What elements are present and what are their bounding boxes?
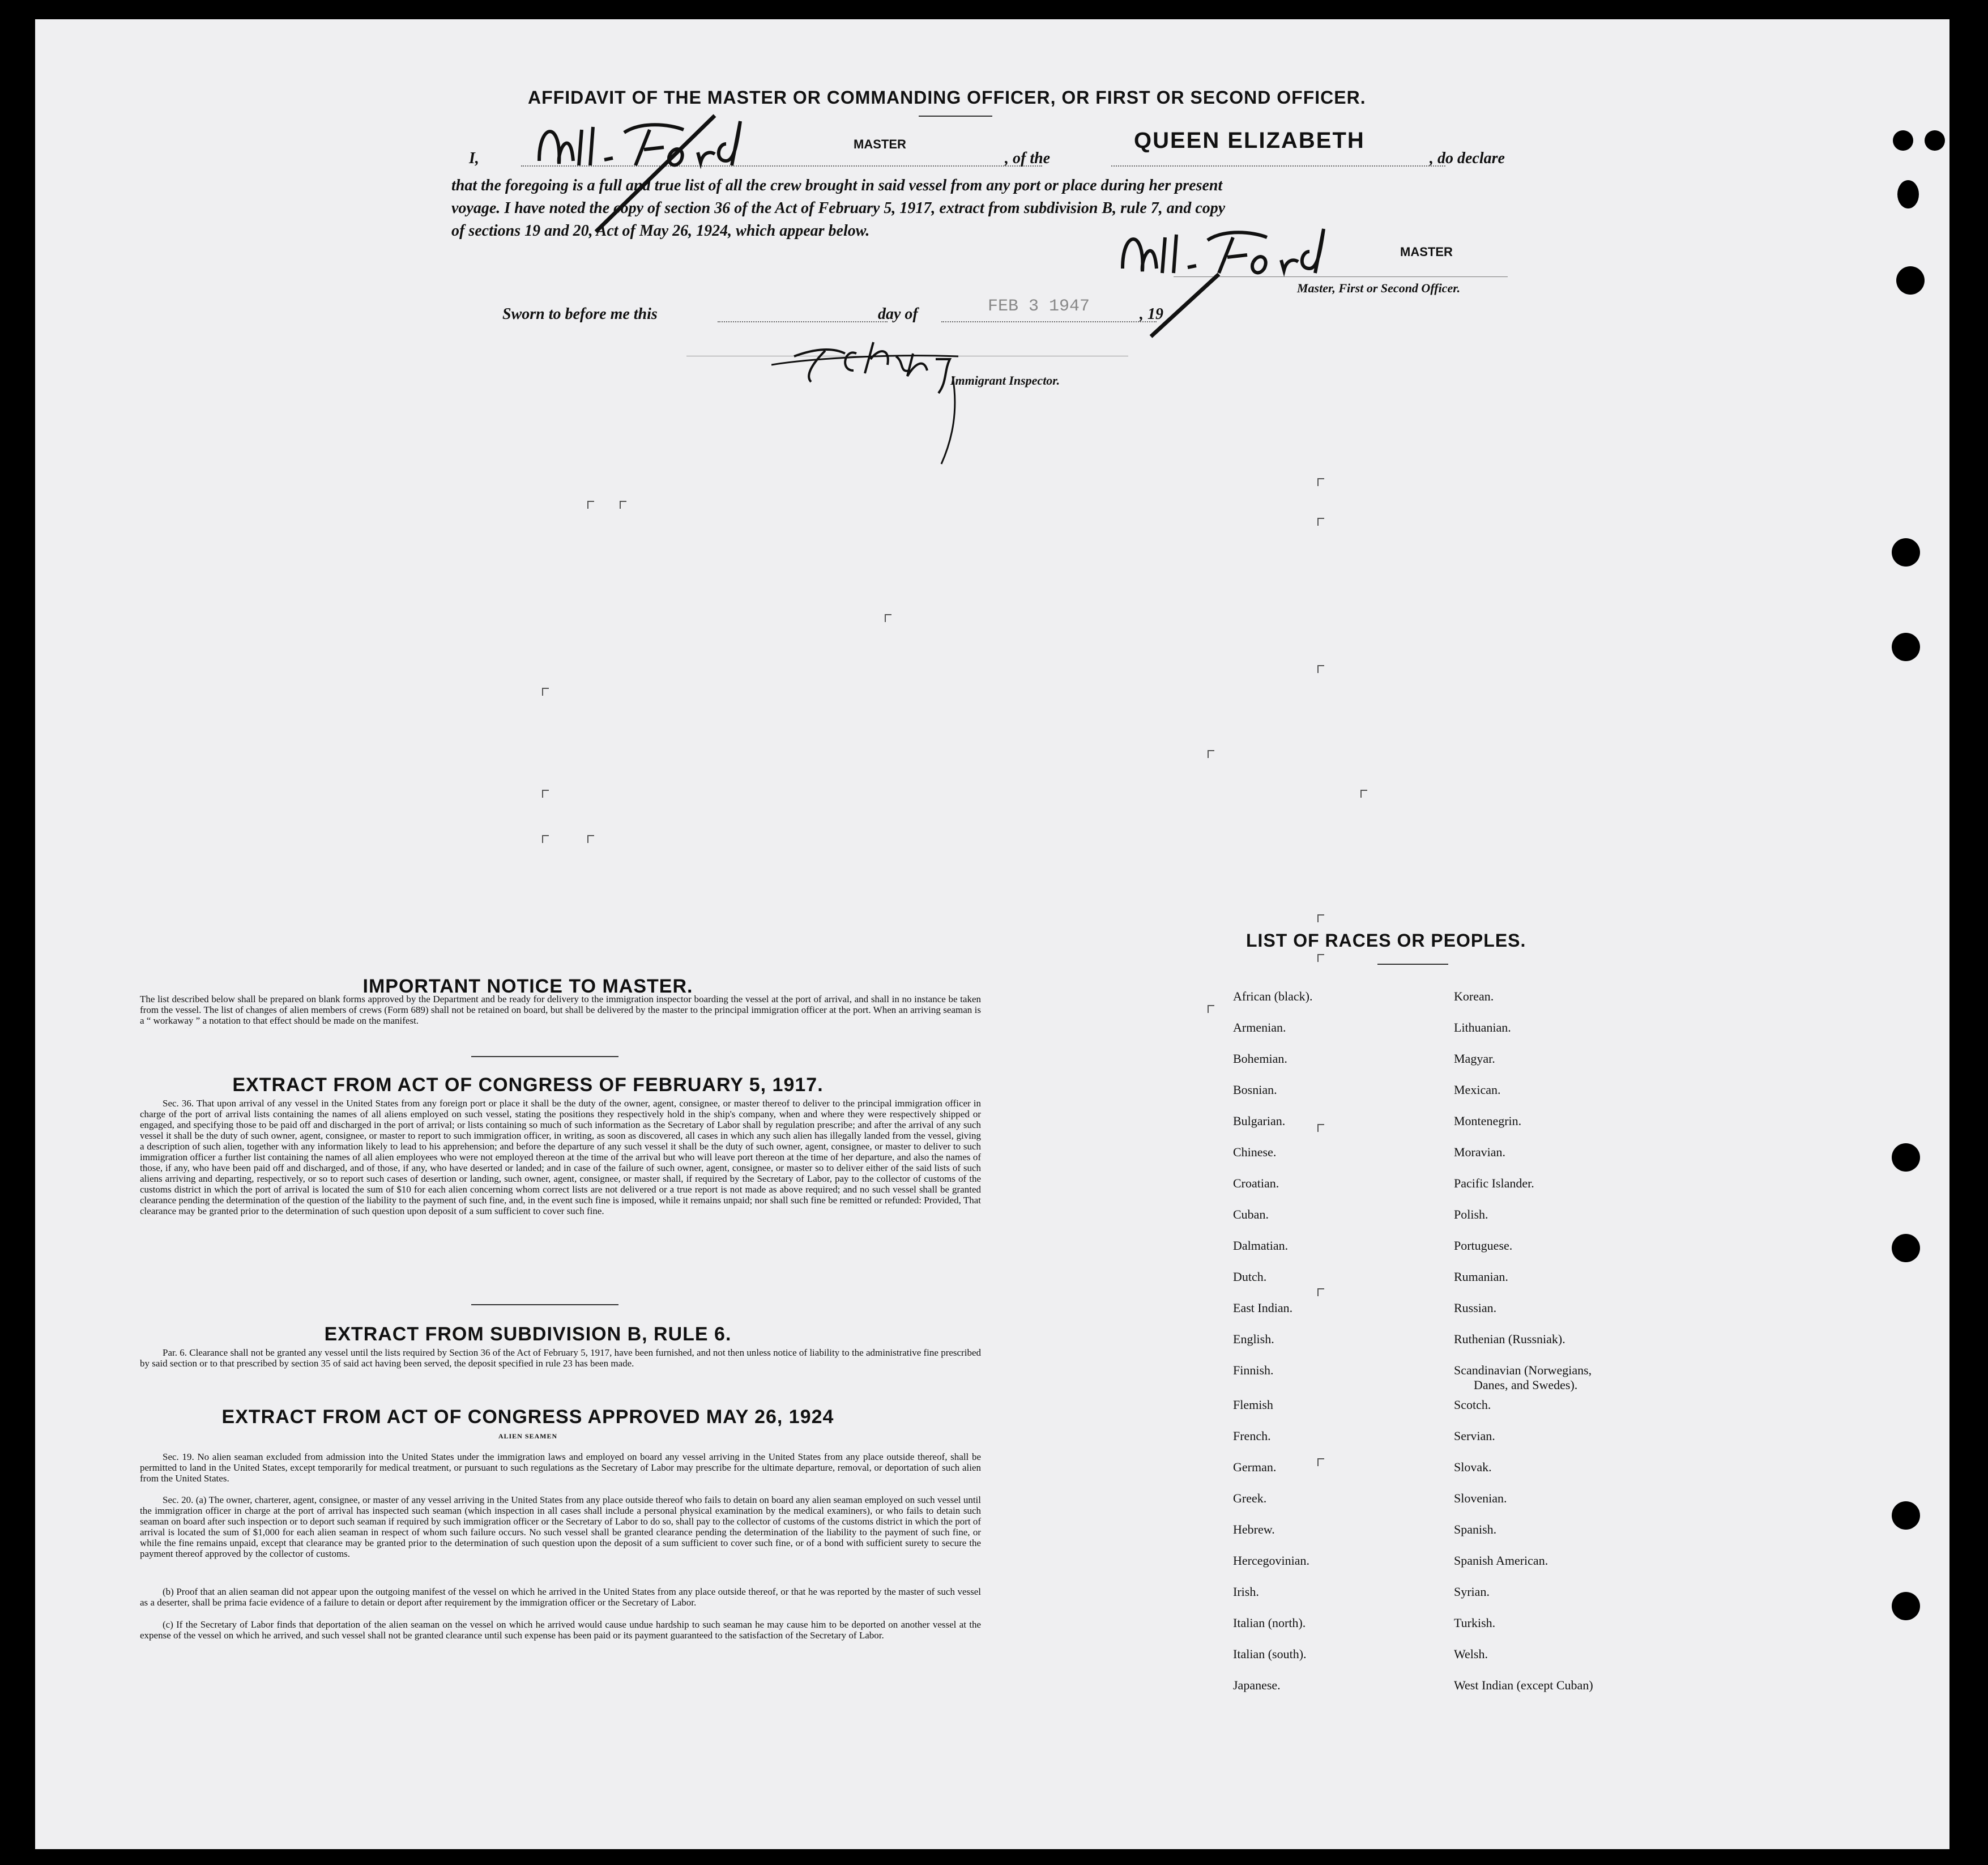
races-rule	[1377, 964, 1448, 965]
bleed-mark	[587, 835, 594, 843]
inspector-caption: Immigrant Inspector.	[950, 373, 1060, 388]
race-item: Mexican.	[1454, 1083, 1501, 1097]
race-item: Chinese.	[1233, 1145, 1277, 1159]
race-item: East Indian.	[1233, 1301, 1293, 1315]
race-item: Dalmatian.	[1233, 1238, 1289, 1253]
year-prefix: , 19	[1140, 305, 1163, 323]
vessel-line	[1111, 165, 1445, 167]
punch-hole	[1892, 1592, 1920, 1620]
document-page	[35, 19, 1949, 1849]
bleed-mark	[1317, 665, 1324, 673]
extract-1917-text: Sec. 36. That upon arrival of any vessel in the United States from any foreign port or place it shall be the duty of the owner, agent, consignee, or master thereof to deliver to the principal immigration officer in charge of the port of arrival lists containing the names of all aliens employed on such vessel, stating the positions they respectively hold in the ship's company, when and where they were respectively shipped or engaged, and specifying those to be paid off and discharged in the port of arrival; or lists containing so much of such information as the Secretary of Labor shall by regulation prescribe; and after the arrival of any such vessel it shall be the duty of such owner, agent, consignee, or master to report to such immigration officer, in writing, as soon as discovered, all cases in which any such alien has illegally landed from the vessel, giving a description of such alien, together with any information likely to lead to his apprehension; and before the departure of any such vessel it shall be the duty of such owner, agent, consignee, or master to deliver to such immigration officer a further list containing the names of all alien employees who were not employed thereon at the time of the arrival but who will leave port thereon at the time of her departure, and also the names of those, if any, who have been paid off and discharged, and of those, if any, who have deserted or landed; and in case of the failure of such owner, agent, consignee, or master so to deliver either of the said lists of such aliens arriving and departing, respectively, or so to report such cases of desertion or landing, such owner, agent, consignee, or master shall, if required by the Secretary of Labor, pay to the collector of customs of the customs district in which the port of arrival is located the sum of $10 for each alien concerning whom correct lists are not delivered or a true report is not made as above required; and no such vessel shall be granted clearance pending the determination of the question of the liability to the payment of such fine, and, in the event such fine is imposed, while it remains unpaid; nor shall such fine be remitted or refunded: Provided, That clearance may be granted prior to the determination of such question upon deposit of a sum sufficient to cover such fine.	[140, 1098, 981, 1216]
bleed-mark	[1317, 1288, 1324, 1296]
race-item: Hercegovinian.	[1233, 1553, 1309, 1568]
punch-hole	[1892, 1501, 1920, 1530]
extract-1917-rule	[471, 1304, 618, 1305]
do-declare-label: , do declare	[1430, 150, 1505, 167]
race-item: Irish.	[1233, 1585, 1259, 1599]
race-item: Bosnian.	[1233, 1083, 1277, 1097]
punch-hole	[1896, 266, 1925, 295]
of-the-label: , of the	[1005, 150, 1051, 167]
race-item: French.	[1233, 1429, 1271, 1443]
bleed-mark	[620, 501, 626, 509]
punch-hole	[1892, 633, 1920, 661]
bleed-mark	[1360, 790, 1367, 798]
punch-hole	[1925, 130, 1945, 151]
subdivision-text: Par. 6. Clearance shall not be granted any vessel until the lists required by Section 36 of the Act of February 5, 1917, have been furnished, and not then unless notice of liability to the administrative fine prescribed by said section or to that prescribed by section 35 of said act having been served, the deposit specified in rule 23 has been made.	[140, 1347, 981, 1369]
race-item: West Indian (except Cuban)	[1454, 1678, 1593, 1692]
race-item: Finnish.	[1233, 1363, 1274, 1377]
bleed-mark	[1317, 518, 1324, 526]
notice-text: The list described below shall be prepared on blank forms approved by the Department and be ready for delivery to the immigration inspector boarding the vessel at the port of arrival, and shall in no instance be taken from the vessel. The list of changes of alien members of crews (Form 689) shall not be retained on board, but shall be delivered by the master to the principal immigration officer at the port. When an arriving seaman is a “ workaway ” a notation to that effect should be made on the manifest.	[140, 994, 981, 1026]
extract-1924-subtitle: ALIEN SEAMEN	[498, 1432, 558, 1440]
extract-1924-sec20b: (b) Proof that an alien seaman did not appear upon the outgoing manifest of the vessel on which he arrived in the United States from any place outside thereof, or that he was reported by the master of such vessel as a deserter, shall be prima facie evidence of a failure to detain or deport after requirement by the immigration officer or the Secretary of Labor.	[140, 1586, 981, 1608]
inspector-signature-handwriting	[771, 325, 1066, 472]
race-item: Slovenian.	[1454, 1491, 1507, 1505]
affidavit-title: AFFIDAVIT OF THE MASTER OR COMMANDING OFFICER, OR FIRST OR SECOND OFFICER.	[528, 87, 1366, 108]
bleed-mark	[1317, 954, 1324, 962]
signature-master-stamp: MASTER	[1400, 245, 1453, 259]
race-item: Korean.	[1454, 989, 1494, 1003]
race-item: Scandinavian (Norwegians,	[1454, 1363, 1592, 1377]
extract-1924-sec19: Sec. 19. No alien seaman excluded from admission into the United States under the immigration laws and employed on board any vessel arriving in the United States from any place outside thereof, shall be permitted to land in the United States, except temporarily for medical treatment, or pursuant to such regulations as the Secretary of Labor may prescribe for the ultimate departure, removal, or deportation of such alien from the United States.	[140, 1451, 981, 1484]
bleed-mark	[542, 790, 549, 798]
bleed-mark	[1317, 478, 1324, 486]
punch-hole	[1892, 1143, 1920, 1172]
race-item: Italian (south).	[1233, 1647, 1307, 1661]
race-item: Japanese.	[1233, 1678, 1281, 1692]
bleed-mark	[1317, 914, 1324, 922]
race-item: German.	[1233, 1460, 1277, 1474]
extract-1917-title: EXTRACT FROM ACT OF CONGRESS OF FEBRUARY 5, 1917.	[232, 1074, 824, 1096]
race-item: Pacific Islander.	[1454, 1176, 1534, 1190]
race-item: Scotch.	[1454, 1398, 1491, 1412]
punch-hole	[1897, 180, 1919, 208]
race-item: Magyar.	[1454, 1051, 1495, 1066]
race-item: Servian.	[1454, 1429, 1495, 1443]
race-item: Bulgarian.	[1233, 1114, 1286, 1128]
affidavit-body-line1: that the foregoing is a full and true list of all the crew brought in said vessel from any port or place during her present	[451, 177, 1223, 194]
race-item: Spanish American.	[1454, 1553, 1548, 1568]
affidavit-body-line2: voyage. I have noted the copy of section 36 of the Act of February 5, 1917, extract from subdivision B, rule 7, and copy	[451, 199, 1226, 217]
day-of-label: day of	[878, 305, 918, 323]
bleed-mark	[1208, 750, 1214, 758]
race-item: Turkish.	[1454, 1616, 1496, 1630]
extract-1924-title: EXTRACT FROM ACT OF CONGRESS APPROVED MAY 26, 1924	[221, 1406, 834, 1428]
notice-title: IMPORTANT NOTICE TO MASTER.	[362, 976, 693, 997]
master-stamp: MASTER	[854, 137, 906, 151]
bleed-mark	[1208, 1005, 1214, 1013]
title-rule	[919, 116, 992, 117]
race-item: Moravian.	[1454, 1145, 1506, 1159]
race-item: Flemish	[1233, 1398, 1273, 1412]
race-item-continued: Danes, and Swedes).	[1474, 1378, 1578, 1392]
race-item: Dutch.	[1233, 1270, 1267, 1284]
race-item: Hebrew.	[1233, 1522, 1275, 1536]
vessel-name: QUEEN ELIZABETH	[1134, 128, 1365, 153]
notice-rule	[471, 1056, 618, 1057]
race-item: Syrian.	[1454, 1585, 1490, 1599]
race-item: Croatian.	[1233, 1176, 1279, 1190]
subdivision-title: EXTRACT FROM SUBDIVISION B, RULE 6.	[324, 1323, 732, 1345]
race-item: Cuban.	[1233, 1207, 1269, 1221]
race-item: Italian (north).	[1233, 1616, 1306, 1630]
race-item: Russian.	[1454, 1301, 1497, 1315]
bleed-mark	[542, 835, 549, 843]
extract-1924-sec20a: Sec. 20. (a) The owner, charterer, agent, consignee, or master of any vessel arriving in the United States from any place outside thereof who fails to detain on board any alien seaman employed on such vessel until the immigration officer in charge at the port of arrival has inspected such seaman (which inspection in all cases shall include a personal physical examination by the medical examiners), or who fails to detain such seaman on board after such inspection or to deport such seaman if required by such immigration officer or the Secretary of Labor to do so, shall pay to the collector of customs of the customs district in which the port of arrival is located the sum of $1,000 for each alien seaman in respect of whom such failure occurs. No such vessel shall be granted clearance pending the determination of the liability to the payment of such fine, or while the fine remains unpaid, except that clearance may be granted prior to the determination of such question upon the deposit of a sum sufficient to cover such fine, or of a bond with sufficient surety to secure the payment thereof approved by the collector of customs.	[140, 1494, 981, 1559]
race-item: Spanish.	[1454, 1522, 1497, 1536]
sworn-label: Sworn to before me this	[502, 305, 658, 323]
race-item: African (black).	[1233, 989, 1313, 1003]
race-item: Slovak.	[1454, 1460, 1492, 1474]
race-item: Greek.	[1233, 1491, 1267, 1505]
bleed-mark	[1317, 1124, 1324, 1132]
i-label: I,	[469, 150, 479, 167]
race-item: Armenian.	[1233, 1020, 1286, 1034]
punch-hole	[1892, 1234, 1920, 1262]
signature-caption: Master, First or Second Officer.	[1297, 281, 1461, 295]
race-item: Portuguese.	[1454, 1238, 1513, 1253]
race-item: English.	[1233, 1332, 1274, 1346]
bleed-mark	[587, 501, 594, 509]
race-item: Ruthenian (Russniak).	[1454, 1332, 1565, 1346]
bleed-mark	[542, 688, 549, 696]
officer-signature-handwriting	[1111, 206, 1360, 354]
race-item: Bohemian.	[1233, 1051, 1287, 1066]
race-item: Lithuanian.	[1454, 1020, 1511, 1034]
bleed-mark	[1317, 1458, 1324, 1466]
race-item: Polish.	[1454, 1207, 1488, 1221]
punch-hole	[1893, 130, 1913, 151]
races-title: LIST OF RACES OR PEOPLES.	[1246, 930, 1526, 951]
punch-hole	[1892, 538, 1920, 567]
race-item: Montenegrin.	[1454, 1114, 1522, 1128]
extract-1924-sec20c: (c) If the Secretary of Labor finds that deportation of the alien seaman on the vessel on which he arrived would cause undue hardship to such seaman he may cause him to be deported on another vessel at the expense of the vessel on which he arrived, and such vessel shall not be granted clearance until such expense has been paid or its payment guaranteed to the satisfaction of the Secretary of Labor.	[140, 1619, 981, 1641]
race-item: Welsh.	[1454, 1647, 1488, 1661]
date-stamp: FEB 3 1947	[988, 297, 1090, 316]
affidavit-body-line3: of sections 19 and 20, Act of May 26, 1924, which appear below.	[451, 222, 870, 240]
bleed-mark	[885, 614, 891, 622]
race-item: Rumanian.	[1454, 1270, 1508, 1284]
sworn-day-line	[718, 321, 888, 322]
master-signature-handwriting	[528, 99, 822, 235]
